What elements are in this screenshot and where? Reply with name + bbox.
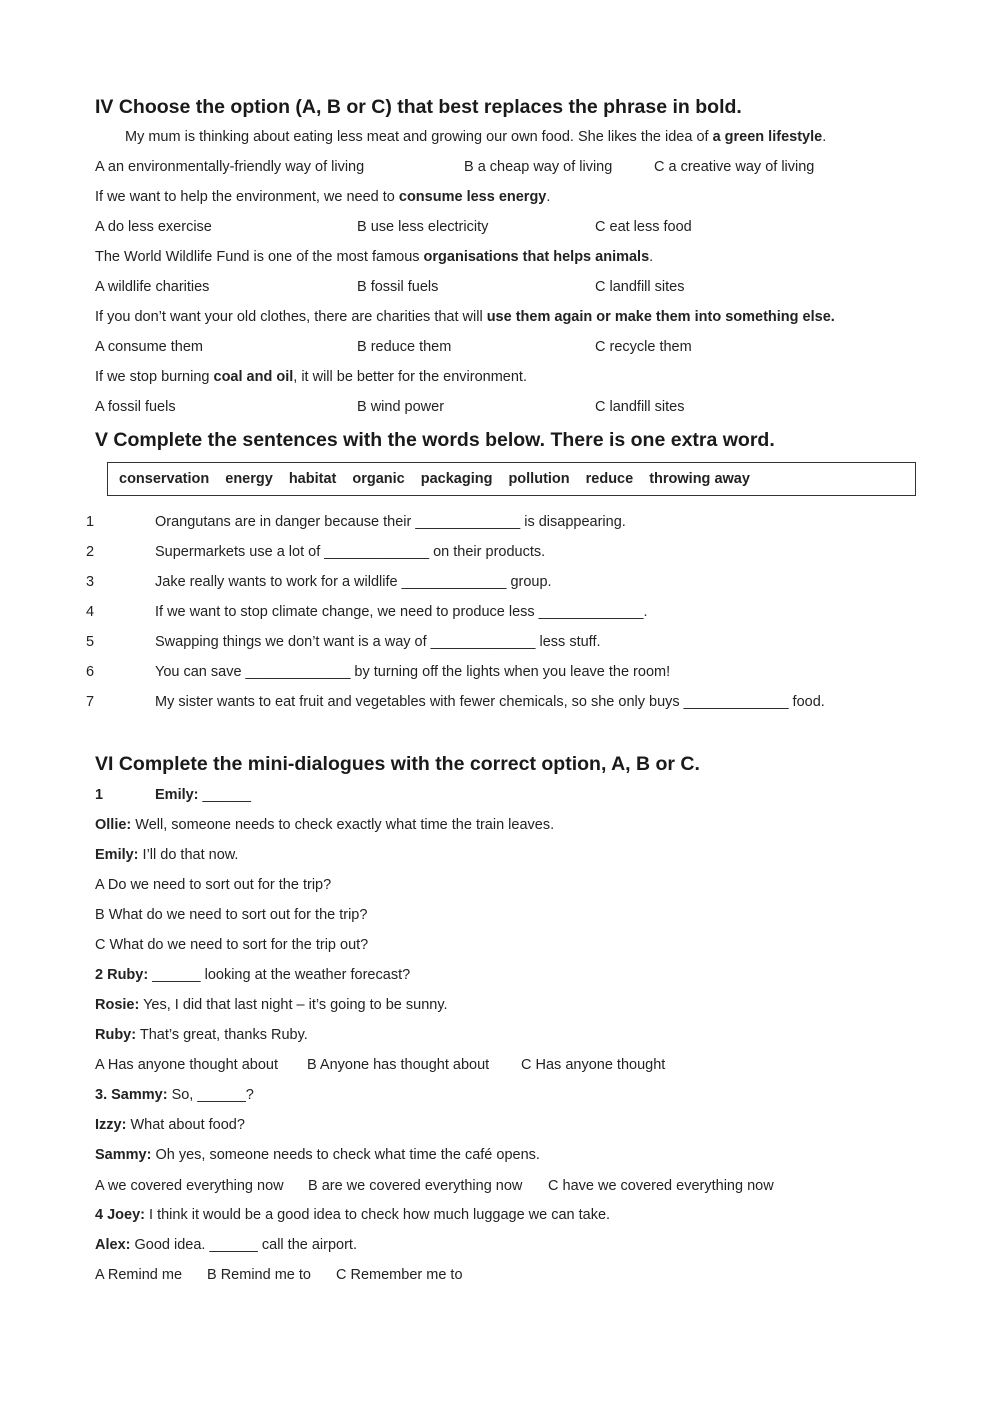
word-conservation: conservation: [119, 471, 210, 487]
q2-option-c: C eat less food: [595, 219, 692, 235]
word-energy: energy: [225, 471, 273, 487]
q4-option-b: B reduce them: [357, 339, 452, 355]
sentence-1-text: Orangutans are in danger because their _____________ is disappearing.: [155, 514, 626, 530]
dialogue-4-line-1: 4 Joey: I think it would be a good idea to check how much luggage we can take.: [95, 1207, 611, 1223]
sentence-5-number: 5: [86, 634, 95, 650]
sentence-7-text: My sister wants to eat fruit and vegetables with fewer chemicals, so she only buys _____________ food.: [155, 694, 825, 710]
sentence-5-text: Swapping things we don’t want is a way of _____________ less stuff.: [155, 634, 601, 650]
sentence-1-number: 1: [86, 514, 95, 530]
dialogue-4-line-2: Alex: Good idea. ______ call the airport.: [95, 1237, 357, 1253]
word-habitat: habitat: [288, 471, 337, 487]
sentence-4-number: 4: [86, 604, 95, 620]
word-reduce: reduce: [585, 471, 634, 487]
q1-option-c: C a creative way of living: [654, 159, 815, 175]
q5-option-a: A fossil fuels: [95, 399, 176, 415]
q2-option-a: A do less exercise: [95, 219, 212, 235]
sentence-6-number: 6: [86, 664, 95, 680]
section-6-title: VI Complete the mini-dialogues with the correct option, A, B or C.: [95, 753, 700, 775]
dialogue-1-option-a: A Do we need to sort out for the trip?: [95, 877, 332, 893]
dialogue-2-option-a: A Has anyone thought about: [95, 1057, 279, 1073]
sentence-2-number: 2: [86, 544, 95, 560]
question-4-stem: If you don’t want your old clothes, there are charities that will use them again or make them into something else.: [95, 309, 835, 325]
question-2-stem: If we want to help the environment, we need to consume less energy.: [95, 189, 551, 205]
q5-option-c: C landfill sites: [595, 399, 685, 415]
sentence-4-text: If we want to stop climate change, we need to produce less _____________.: [155, 604, 648, 620]
sentence-3-number: 3: [86, 574, 95, 590]
sentence-2-text: Supermarkets use a lot of _____________ on their products.: [155, 544, 546, 560]
q3-option-b: B fossil fuels: [357, 279, 439, 295]
sentence-3-text: Jake really wants to work for a wildlife _____________ group.: [155, 574, 552, 590]
sentence-6-text: You can save _____________ by turning off the lights when you leave the room!: [155, 664, 671, 680]
sentence-7-number: 7: [86, 694, 95, 710]
question-5-stem: If we stop burning coal and oil, it will be better for the environment.: [95, 369, 527, 385]
dialogue-2-line-3: Ruby: That’s great, thanks Ruby.: [95, 1027, 308, 1043]
dialogue-1-line-3: Emily: I’ll do that now.: [95, 847, 239, 863]
dialogue-3-option-b: B are we covered everything now: [308, 1178, 523, 1194]
dialogue-3-option-c: C have we covered everything now: [548, 1178, 774, 1194]
dialogue-3-line-2: Izzy: What about food?: [95, 1117, 245, 1133]
dialogue-1-line-2: Ollie: Well, someone needs to check exactly what time the train leaves.: [95, 817, 555, 833]
dialogue-2-line-2: Rosie: Yes, I did that last night – it’s going to be sunny.: [95, 997, 448, 1013]
dialogue-2-line-1: 2 Ruby: ______ looking at the weather forecast?: [95, 967, 411, 983]
word-box: [107, 462, 916, 496]
section-5-title: V Complete the sentences with the words below. There is one extra word.: [95, 429, 775, 451]
word-packaging: packaging: [420, 471, 493, 487]
dialogue-4-option-a: A Remind me: [95, 1267, 183, 1283]
dialogue-3-line-1: 3. Sammy: So, ______?: [95, 1087, 254, 1103]
q5-option-b: B wind power: [357, 399, 445, 415]
dialogue-2-option-c: C Has anyone thought: [521, 1057, 666, 1073]
word-organic: organic: [352, 471, 405, 487]
dialogue-1-line-1: Emily: ______: [155, 787, 251, 803]
q3-option-a: A wildlife charities: [95, 279, 210, 295]
q1-option-b: B a cheap way of living: [464, 159, 613, 175]
dialogue-1-number: 1: [95, 787, 104, 803]
q3-option-c: C landfill sites: [595, 279, 685, 295]
q1-option-a: A an environmentally-friendly way of living: [95, 159, 365, 175]
q2-option-b: B use less electricity: [357, 219, 489, 235]
section-4-title: IV Choose the option (A, B or C) that best replaces the phrase in bold.: [95, 96, 742, 118]
dialogue-3-option-a: A we covered everything now: [95, 1178, 284, 1194]
q4-option-c: C recycle them: [595, 339, 692, 355]
dialogue-2-option-b: B Anyone has thought about: [307, 1057, 490, 1073]
word-throwing-away: throwing away: [649, 471, 750, 487]
dialogue-4-option-c: C Remember me to: [336, 1267, 463, 1283]
word-pollution: pollution: [508, 471, 570, 487]
dialogue-1-option-b: B What do we need to sort out for the trip?: [95, 907, 368, 923]
question-3-stem: The World Wildlife Fund is one of the most famous organisations that helps animals.: [95, 249, 654, 265]
dialogue-4-option-b: B Remind me to: [207, 1267, 311, 1283]
q4-option-a: A consume them: [95, 339, 203, 355]
dialogue-1-option-c: C What do we need to sort for the trip out?: [95, 937, 369, 953]
dialogue-3-line-3: Sammy: Oh yes, someone needs to check what time the café opens.: [95, 1147, 540, 1163]
question-1-stem: My mum is thinking about eating less meat and growing our own food. She likes the idea of a green lifestyle.: [125, 129, 827, 145]
